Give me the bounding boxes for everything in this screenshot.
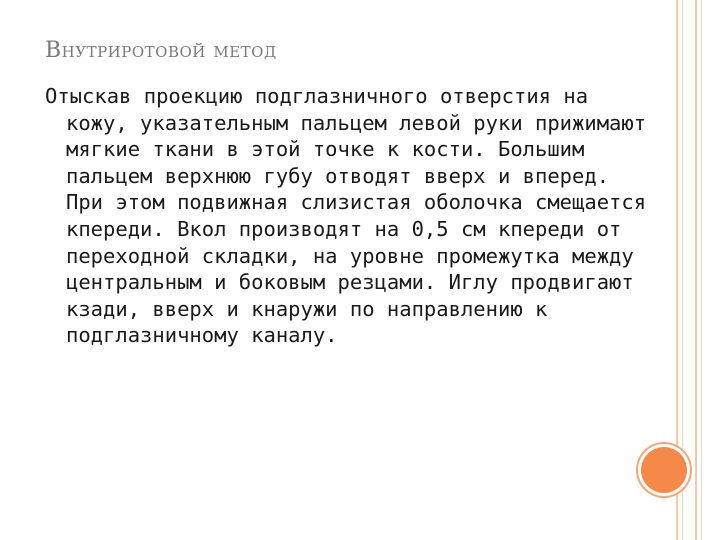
decorative-rail xyxy=(695,0,697,540)
decorative-circle xyxy=(641,447,687,493)
slide-body-text: Отыскав проекцию подглазничного отверстия на кожу, указательным пальцем левой руки прижимают мягкие ткани в этой точке к кости. Большим пальцем верхнюю губу отводят вверх и вперед. При этом подвижная слизистая оболочка смещается кпереди. Вкол производят на 0,5 см кпереди от переходной складки, на уровне промежутка между центральным и боковым резцами. Иглу продвигают кзади, вверх и кнаружи по направлению к подглазничному каналу. xyxy=(45,84,647,348)
decorative-rail xyxy=(701,0,702,540)
slide-title: Внутриротовой метод xyxy=(45,38,277,63)
